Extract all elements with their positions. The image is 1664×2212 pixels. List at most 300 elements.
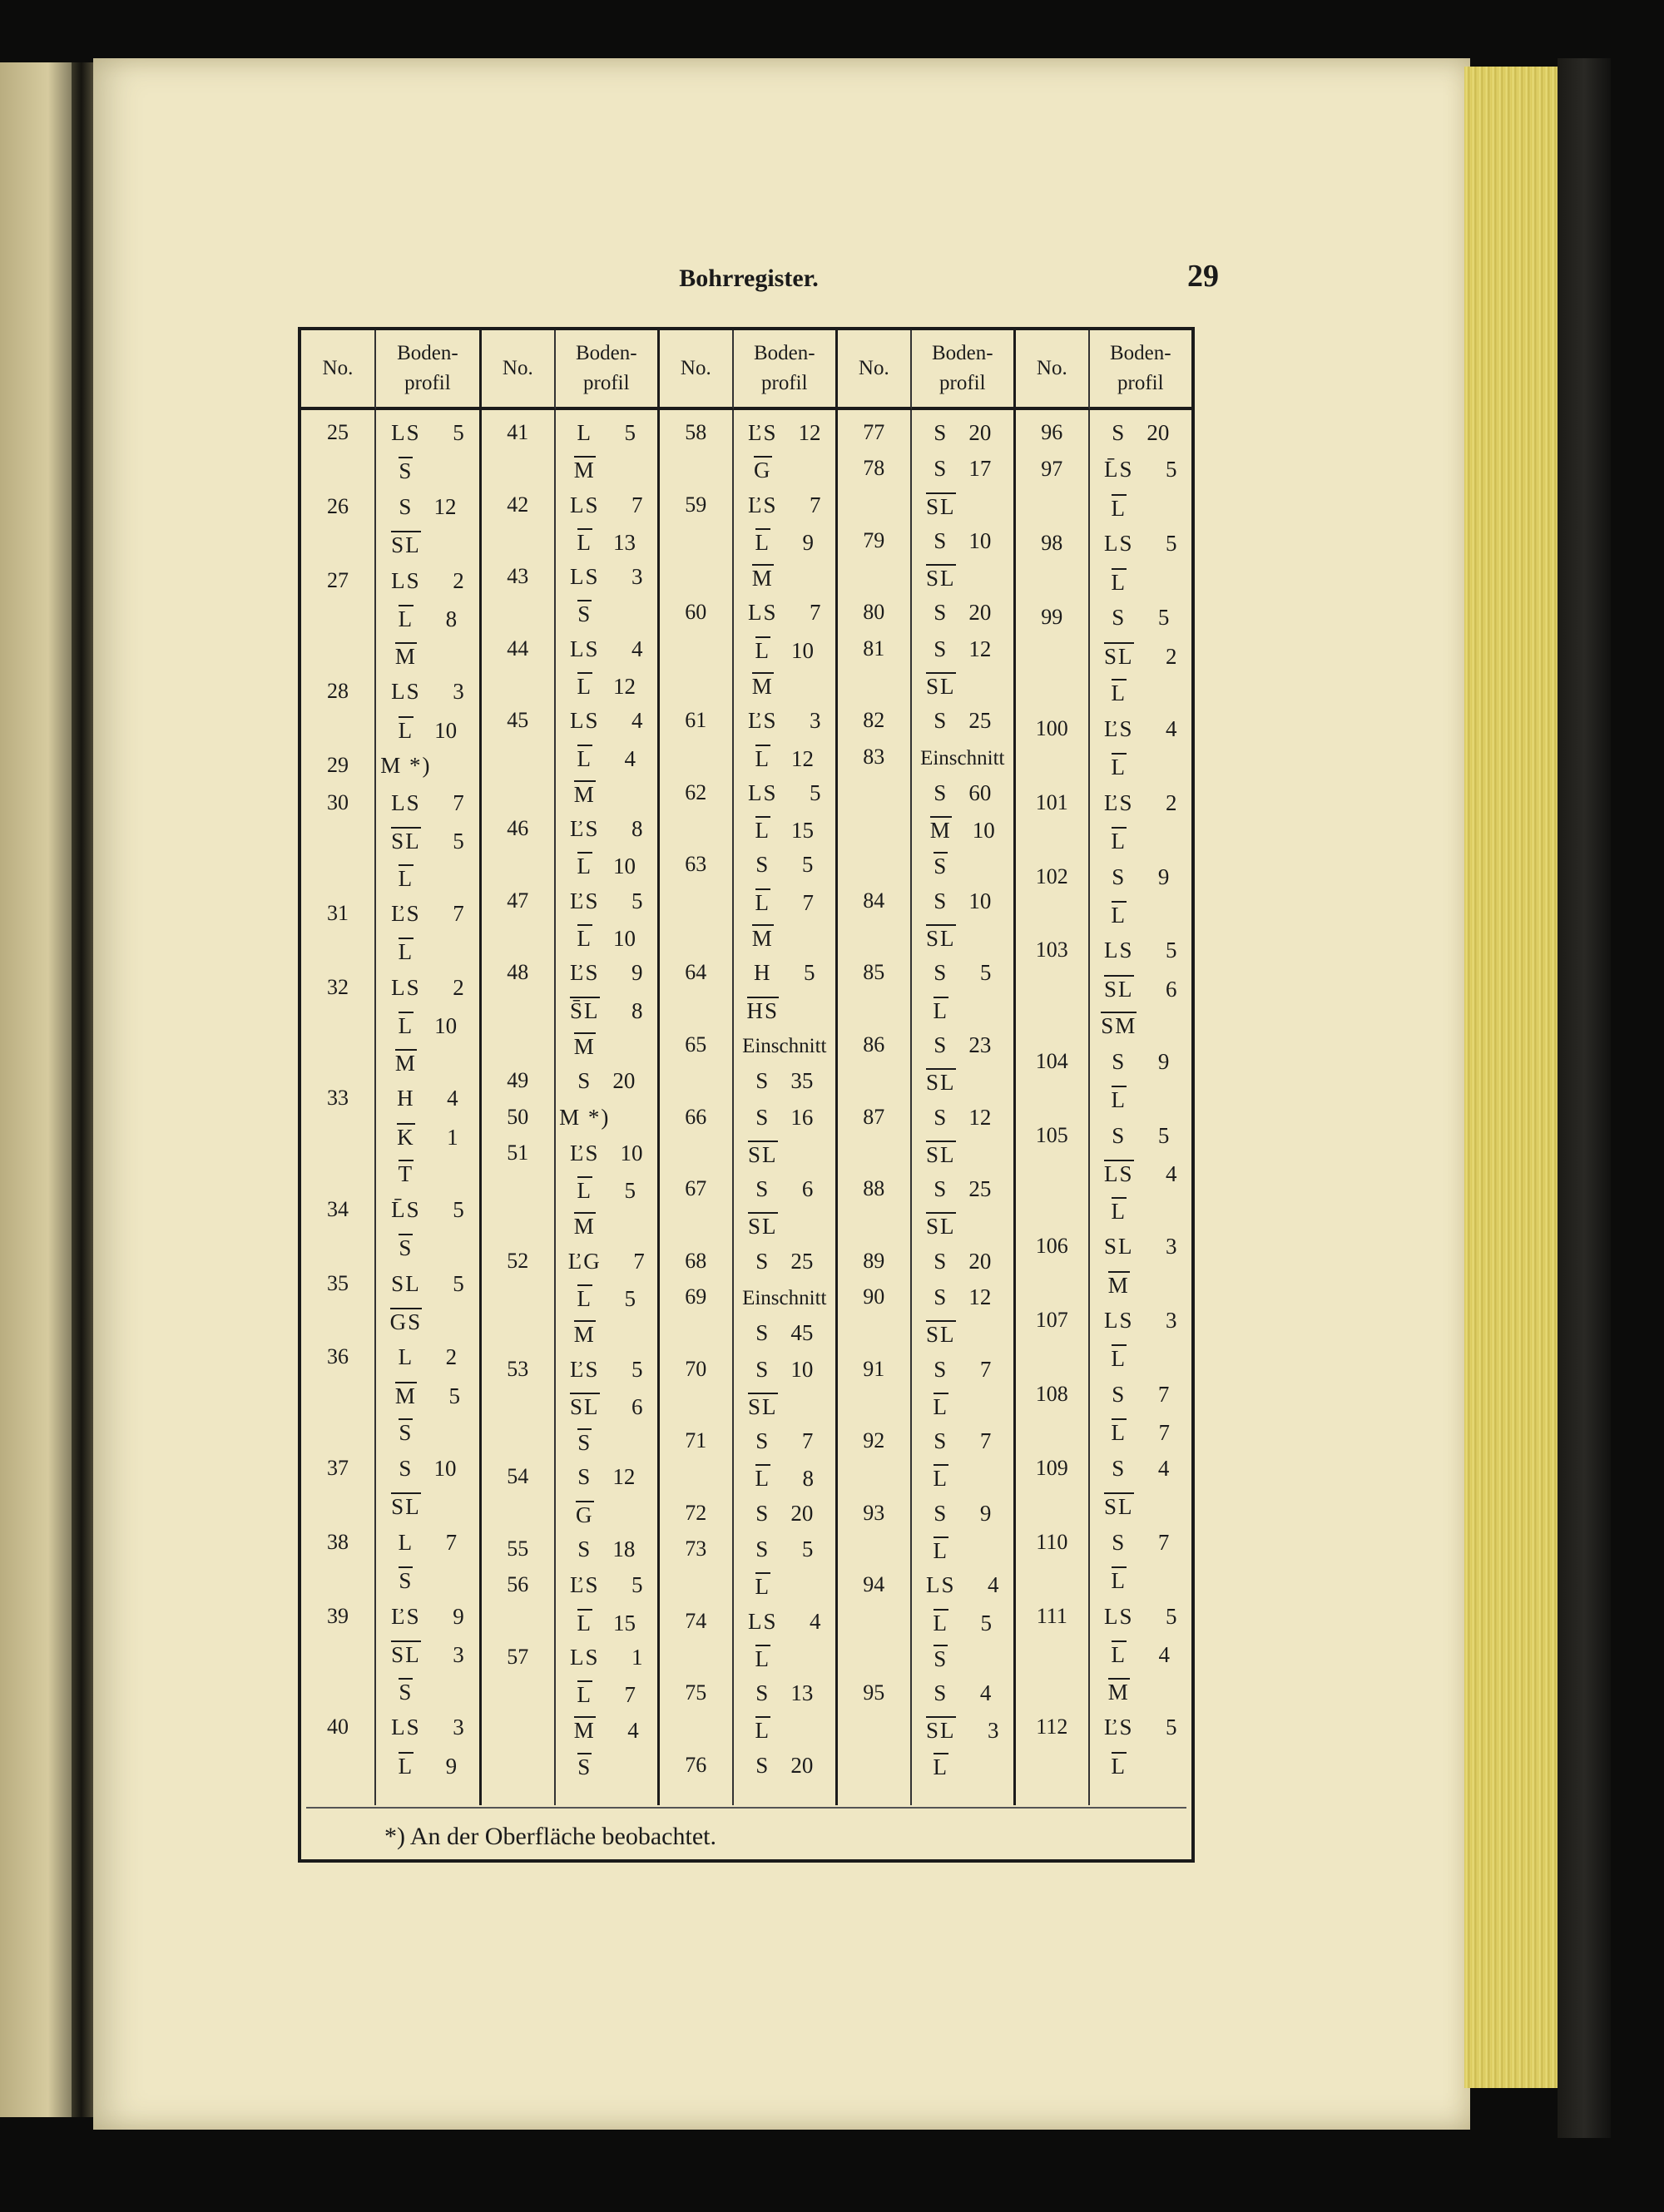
depth-value: 9: [802, 529, 815, 555]
profil-line: [1090, 790, 1191, 816]
profil-line: [734, 492, 835, 518]
profil-line: [734, 1753, 835, 1779]
profil-line: [556, 780, 657, 808]
entry-number: 55: [507, 1536, 529, 1561]
entry-number: 57: [507, 1644, 529, 1669]
profil-line: [1090, 679, 1191, 706]
running-title: Bohrregister.: [679, 265, 819, 292]
soil-symbol: M: [573, 1033, 596, 1059]
profil-line: [734, 420, 835, 446]
soil-symbol: LS: [391, 1715, 421, 1740]
soil-symbol: M: [573, 458, 596, 483]
entry-number: 86: [863, 1032, 885, 1057]
soil-symbol: L: [933, 1754, 949, 1779]
soil-symbol: S: [934, 1032, 948, 1057]
entry-number: 60: [685, 600, 707, 625]
depth-value: 3: [631, 564, 643, 590]
entry-number: 107: [1035, 1308, 1068, 1333]
soil-symbol: S: [755, 1068, 770, 1094]
soil-symbol: T: [398, 1161, 414, 1187]
profil-line: [376, 457, 479, 484]
soil-symbol: S: [934, 1284, 948, 1309]
entry-number: 102: [1035, 864, 1068, 888]
profil-line: [1090, 1049, 1191, 1075]
soil-symbol: S: [1112, 1381, 1127, 1407]
depth-value: 2: [445, 1344, 458, 1370]
profil-line: [556, 852, 657, 879]
profil-line: [912, 1393, 1013, 1420]
depth-value: 5: [810, 779, 821, 805]
soil-symbol: SL: [748, 1141, 778, 1167]
depth-value: 3: [453, 1642, 464, 1668]
soil-symbol: S: [399, 1455, 414, 1481]
soil-symbol: LS: [748, 600, 778, 626]
soil-symbol: S: [755, 1752, 770, 1778]
footer-rule: [306, 1807, 1186, 1809]
profil-line: [376, 1086, 479, 1111]
depth-value: 12: [612, 1464, 636, 1490]
depth-value: 8: [445, 606, 458, 632]
depth-value: 3: [453, 1715, 464, 1740]
soil-symbol: K: [397, 1124, 415, 1150]
page-number: 29: [1187, 259, 1219, 294]
depth-value: 7: [801, 1428, 814, 1454]
entry-number: 65: [685, 1032, 707, 1057]
depth-value: 20: [968, 420, 992, 445]
entry-number: 49: [507, 1068, 529, 1093]
soil-symbol: S: [934, 1176, 948, 1202]
profil-line: [1090, 864, 1191, 890]
soil-symbol: S: [399, 458, 414, 484]
profil-line: [734, 1572, 835, 1600]
entry-number: 105: [1035, 1122, 1068, 1147]
column-group-4: [835, 330, 1013, 1805]
profil-line: [556, 888, 657, 914]
header-bodenprofil: Boden- profil: [734, 330, 835, 410]
depth-value: 6: [1166, 976, 1177, 1002]
entry-number: 46: [507, 816, 529, 841]
profil-line: [376, 1678, 479, 1705]
entry-number: 26: [326, 493, 349, 518]
profil-line: [556, 1320, 657, 1348]
profil-line: [912, 1176, 1013, 1202]
depth-value: 7: [633, 1248, 645, 1274]
entry-number: 47: [507, 888, 529, 913]
soil-symbol: ĽS: [391, 900, 421, 926]
soil-symbol: LS: [1104, 1308, 1134, 1334]
soil-symbol: H: [754, 960, 772, 986]
profil-line: [556, 492, 657, 518]
soil-symbol: ĽG: [567, 1248, 602, 1274]
depth-value: 9: [1157, 864, 1170, 889]
profil-line: [734, 1357, 835, 1383]
column-group-1: [301, 330, 479, 1805]
soil-symbol: G: [754, 458, 772, 483]
profil-line: [1090, 1382, 1191, 1408]
entry-number: 97: [1041, 457, 1063, 482]
profil-line: [1090, 457, 1191, 482]
depth-value: 5: [1157, 605, 1170, 631]
soil-symbol: L: [1111, 680, 1127, 706]
profil-line: [1090, 642, 1191, 670]
soil-symbol: L: [577, 854, 593, 879]
profil-line: [1090, 1640, 1191, 1668]
profil-line: [1090, 1418, 1191, 1446]
profil-line: [556, 960, 657, 986]
profil-line: [376, 1566, 479, 1594]
soil-symbol: L: [398, 606, 414, 632]
soil-symbol: L̄S: [391, 1196, 421, 1222]
depth-value: 4: [1166, 1161, 1177, 1187]
depth-value: 5: [1166, 531, 1177, 557]
entry-number: 36: [326, 1344, 349, 1369]
profil-line: [912, 1464, 1013, 1492]
soil-symbol: S: [399, 1568, 414, 1594]
depth-value: 3: [988, 1718, 999, 1744]
profil-line: [556, 1680, 657, 1708]
soil-symbol: S: [577, 601, 592, 627]
soil-symbol: ĽS: [1104, 715, 1134, 741]
depth-value: 9: [979, 1500, 992, 1526]
profil-line: [734, 852, 835, 878]
soil-symbol: S: [399, 1235, 414, 1261]
profil-line: [1090, 827, 1191, 854]
entry-number: 94: [863, 1572, 885, 1597]
depth-value: 12: [968, 636, 992, 661]
depth-value: 5: [1166, 457, 1177, 482]
depth-value: 25: [968, 708, 992, 734]
profil-line: [556, 997, 657, 1024]
depth-value: 4: [1157, 1455, 1170, 1481]
depth-value: 10: [434, 1013, 458, 1039]
soil-symbol: L: [577, 674, 593, 700]
entry-number: 61: [685, 708, 707, 733]
entry-number: 44: [507, 636, 529, 661]
soil-symbol: LS: [391, 420, 421, 445]
profil-line: [376, 901, 479, 927]
entry-number: 39: [326, 1603, 349, 1628]
profil-line: [734, 708, 835, 734]
entry-number: 59: [685, 492, 707, 517]
entry-number: 34: [326, 1196, 349, 1221]
depth-value: 9: [453, 1603, 464, 1629]
soil-symbol: HS: [746, 997, 780, 1023]
depth-value: 4: [624, 745, 636, 771]
profil-line: [734, 564, 835, 591]
profil-line: [1090, 1271, 1191, 1299]
soil-symbol: S: [755, 1320, 770, 1346]
depth-value: 12: [791, 745, 815, 771]
profil-line: [556, 1609, 657, 1636]
soil-symbol: M: [573, 1214, 596, 1240]
book-gutter: [72, 62, 93, 2117]
soil-symbol: ĽS: [391, 1603, 421, 1629]
depth-value: 35: [790, 1068, 814, 1094]
depth-value: 20: [612, 1068, 636, 1094]
profil-line: [912, 636, 1013, 662]
soil-symbol: M: [751, 566, 774, 591]
profil-line: [734, 1464, 835, 1492]
soil-symbol: SL: [748, 1393, 778, 1419]
soil-symbol: L: [398, 1344, 414, 1370]
depth-value: 6: [801, 1176, 814, 1202]
depth-value: 25: [968, 1176, 992, 1202]
entry-number: 29: [326, 753, 349, 778]
soil-symbol: SL: [1104, 1494, 1134, 1520]
soil-symbol: L: [755, 1574, 771, 1600]
depth-value: 25: [790, 1248, 814, 1274]
entry-number: 112: [1036, 1715, 1068, 1739]
profil-line: [1090, 753, 1191, 780]
column-bodenprofil: [734, 410, 835, 1805]
entry-number: 93: [863, 1500, 885, 1525]
depth-value: 7: [624, 1682, 636, 1708]
soil-symbol: SL: [391, 1270, 421, 1296]
soil-symbol: M: [573, 781, 596, 807]
depth-value: 8: [802, 1466, 815, 1492]
depth-value: 7: [979, 1428, 992, 1454]
entry-number: 106: [1035, 1234, 1068, 1259]
soil-symbol: S: [755, 1248, 770, 1274]
depth-value: 4: [631, 708, 643, 734]
profil-line: [734, 1284, 835, 1310]
entry-number: 85: [863, 960, 885, 985]
profil-line: [556, 528, 657, 556]
profil-line: [376, 975, 479, 1001]
profil-line: [556, 1464, 657, 1490]
depth-value: 7: [445, 1529, 458, 1555]
entry-number: 25: [326, 420, 349, 444]
soil-symbol: S: [934, 960, 948, 986]
depth-value: 2: [1166, 789, 1177, 815]
entry-number: 84: [863, 888, 885, 913]
profil-line: [734, 745, 835, 772]
profil-line: [556, 564, 657, 590]
column-bodenprofil: [912, 410, 1013, 1805]
entry-number: 76: [685, 1752, 707, 1777]
soil-symbol: LS: [748, 1608, 778, 1634]
profil-line: [912, 1249, 1013, 1274]
depth-value: 13: [790, 1680, 814, 1706]
soil-symbol: M *): [559, 1104, 611, 1130]
column-group-3: [657, 330, 835, 1805]
soil-symbol: L: [577, 420, 593, 445]
profil-line: [556, 1068, 657, 1094]
profil-line: [912, 1141, 1013, 1168]
profil-line: [734, 960, 835, 986]
profil-line: [1090, 494, 1191, 522]
entry-number: 78: [863, 456, 885, 481]
soil-symbol: S̄L: [570, 997, 600, 1023]
entry-number: 79: [863, 527, 885, 552]
profil-line: [734, 672, 835, 700]
profil-line: [912, 1501, 1013, 1527]
depth-value: 8: [631, 816, 643, 842]
soil-symbol: LS: [391, 789, 421, 815]
profil-line: [734, 1716, 835, 1744]
profil-line: [912, 1032, 1013, 1058]
depth-value: 4: [631, 636, 643, 661]
profil-line: [376, 1234, 479, 1261]
depth-value: 45: [790, 1320, 814, 1346]
profil-line: [376, 938, 479, 965]
profil-line: [556, 1105, 657, 1131]
soil-symbol: S: [934, 456, 948, 482]
depth-value: 5: [631, 888, 643, 913]
soil-symbol: L: [1111, 569, 1127, 595]
entry-number: 111: [1036, 1603, 1067, 1628]
soil-symbol: SL: [926, 1322, 956, 1348]
entry-number: 58: [685, 420, 707, 444]
depth-value: 23: [968, 1032, 992, 1057]
profil-line: [734, 888, 835, 916]
depth-value: 10: [968, 888, 992, 913]
soil-symbol: SL: [1104, 976, 1134, 1002]
entry-number: 88: [863, 1176, 885, 1201]
soil-symbol: M: [751, 674, 774, 700]
profil-line: [556, 672, 657, 700]
profil-line: [1090, 420, 1191, 446]
depth-value: 5: [804, 960, 815, 986]
depth-value: 5: [453, 1270, 464, 1296]
profil-line: [556, 1284, 657, 1312]
profil-line: [1090, 901, 1191, 928]
profil-line: [734, 1141, 835, 1168]
soil-symbol: S: [399, 1420, 414, 1446]
profil-line: [912, 564, 1013, 591]
entry-number: 104: [1035, 1048, 1068, 1073]
profil-line: [912, 1716, 1013, 1744]
depth-value: 7: [453, 789, 464, 815]
depth-value: 7: [1157, 1381, 1170, 1407]
profil-line: [556, 1357, 657, 1383]
depth-value: 5: [624, 1285, 636, 1311]
profil-line: [734, 600, 835, 626]
profil-line: [912, 492, 1013, 520]
profil-line: [1090, 1308, 1191, 1334]
soil-symbol: H: [397, 1086, 415, 1111]
soil-symbol: L: [577, 529, 593, 555]
soil-symbol: L: [933, 1393, 949, 1419]
entry-number: 52: [507, 1248, 529, 1273]
profil-line: [376, 1604, 479, 1630]
profil-line: [376, 494, 479, 520]
profil-line: [376, 1418, 479, 1446]
depth-value: 5: [453, 420, 464, 445]
profil-line: [376, 1049, 479, 1076]
soil-symbol: SL: [748, 1214, 778, 1240]
soil-symbol: M: [573, 1718, 596, 1744]
profil-line: [376, 1271, 479, 1297]
soil-symbol: SL: [391, 829, 421, 854]
profil-line: [376, 605, 479, 632]
depth-value: 18: [612, 1536, 636, 1561]
depth-value: 10: [434, 717, 458, 743]
profil-line: [556, 1572, 657, 1598]
profil-line: [912, 1680, 1013, 1706]
soil-symbol: L: [398, 865, 414, 891]
soil-symbol: ĽS: [748, 708, 778, 734]
soil-symbol: SL: [391, 1642, 421, 1668]
profil-line: [912, 1572, 1013, 1598]
soil-symbol: S: [1112, 605, 1127, 631]
entry-number: 71: [685, 1428, 707, 1453]
depth-value: 1: [631, 1644, 643, 1670]
entry-number: 100: [1035, 715, 1068, 740]
soil-symbol: ĽS: [570, 1356, 600, 1382]
depth-value: 3: [1166, 1234, 1177, 1259]
depth-value: 12: [968, 1284, 992, 1309]
depth-value: 4: [979, 1680, 992, 1706]
profil-line: [734, 1501, 835, 1527]
soil-symbol: M: [394, 1050, 417, 1076]
profil-line: [734, 456, 835, 483]
entry-number: 81: [863, 636, 885, 661]
entry-number: 54: [507, 1464, 529, 1489]
soil-symbol: S: [934, 600, 948, 626]
soil-symbol: S: [934, 420, 948, 445]
soil-symbol: S: [577, 1464, 592, 1490]
soil-symbol: S: [399, 493, 414, 519]
depth-value: 5: [979, 960, 992, 986]
soil-symbol: S: [934, 854, 948, 879]
depth-value: 17: [968, 456, 992, 482]
profil-line: [734, 924, 835, 952]
entry-number: 75: [685, 1680, 707, 1705]
entry-number: 64: [685, 960, 707, 985]
entry-number: 82: [863, 708, 885, 733]
header-no: No.: [660, 330, 734, 410]
entry-number: 62: [685, 779, 707, 804]
profil-line: [376, 1456, 479, 1482]
header-no: No.: [301, 330, 376, 410]
profil-line: [376, 679, 479, 705]
soil-symbol: LS: [570, 492, 600, 517]
profil-line: [734, 1645, 835, 1672]
soil-symbol: ĽS: [570, 960, 600, 986]
entry-number: 99: [1041, 605, 1063, 630]
depth-value: 9: [631, 960, 643, 986]
soil-symbol: S: [934, 1680, 948, 1706]
profil-line: [556, 816, 657, 842]
profil-line: [912, 780, 1013, 806]
soil-symbol: L: [1111, 902, 1127, 928]
profil-line: [912, 852, 1013, 879]
profil-line: [734, 1105, 835, 1131]
soil-symbol: S: [577, 1430, 592, 1456]
soil-symbol: Einschnitt: [742, 1286, 827, 1309]
soil-symbol: M *): [380, 753, 432, 779]
soil-symbol: S: [1112, 1529, 1127, 1555]
profil-line: [734, 1249, 835, 1274]
profil-line: [376, 1640, 479, 1668]
profil-line: [912, 745, 1013, 770]
soil-symbol: L̄S: [1104, 457, 1134, 482]
profil-line: [912, 816, 1013, 844]
profil-line: [1090, 1530, 1191, 1556]
soil-symbol: G: [576, 1502, 594, 1527]
profil-line: [1090, 1566, 1191, 1594]
depth-value: 13: [613, 529, 636, 555]
profil-line: [376, 1160, 479, 1187]
profil-line: [1090, 605, 1191, 631]
entry-number: 67: [685, 1176, 707, 1201]
depth-value: 5: [801, 852, 814, 878]
depth-value: 9: [1157, 1048, 1170, 1074]
profil-line: [556, 1716, 657, 1744]
soil-symbol: L: [1111, 1568, 1127, 1594]
entry-number: 108: [1035, 1381, 1068, 1406]
